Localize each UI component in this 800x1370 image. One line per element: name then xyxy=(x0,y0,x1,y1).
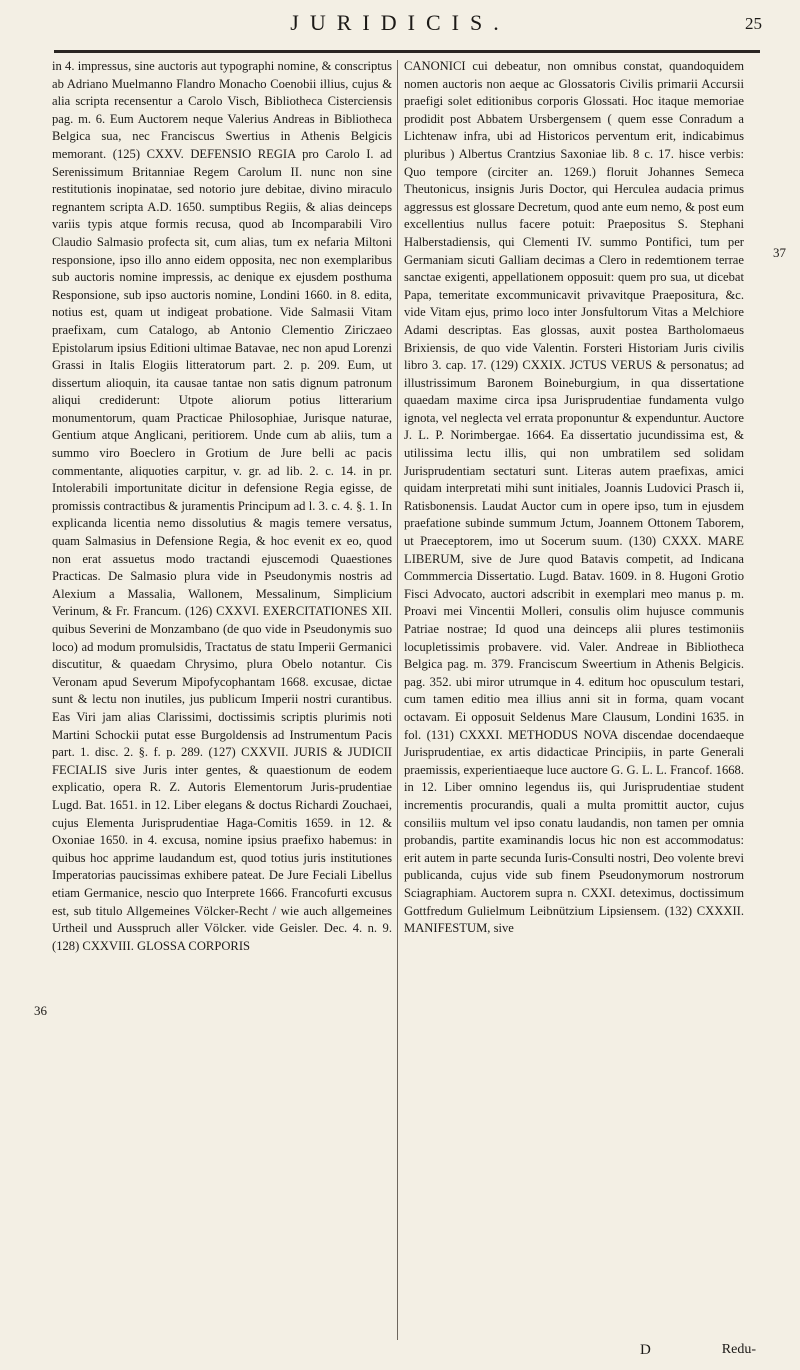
signature-mark: D xyxy=(640,1342,651,1358)
running-head: JURIDICIS. xyxy=(290,10,510,35)
margin-note-right: 37 xyxy=(773,245,786,260)
page-header xyxy=(0,0,800,58)
right-column xyxy=(404,58,744,1348)
catchword: Redu- xyxy=(721,1342,756,1357)
left-column xyxy=(52,58,392,1348)
margin-note-left: 36 xyxy=(34,1003,47,1018)
column-divider xyxy=(397,60,398,1340)
page-number: 25 xyxy=(745,14,762,33)
header-rule xyxy=(54,50,760,53)
right-column-text: CANONICI cui debeatur, non omnibus constat, quandoquidem nomen auctoris non aeque ac Glossatoris Civilis primarii Accursii praefigi solet editionibus corporis Glossati. Hoc itaque memoriae prodidit post Abbatem Ursbergensem ( quem esse Conradum a Lichtenaw infra, ubi ad Historicos perventum erit, indicabimus pluribus ) Albertus Crantzius Saxoniae lib. 8 c. 17. hisce verbis: Quo tempore (circiter an. 1269.) floruit Johannes Semeca Theutonicus, insignis Juris Doctor, qui Herculea audacia primus aggressus est glossare Decretum, quod ante eum nemo, & post eum excellentius nullus facere potuit: Praepositus S. Stephani Halberstadiensis, qui Clementi IV. summo Pontifici, tum per Germaniam sicuti Galliam decimas a Clero in redemtionem terrae sanctae exigenti, appellationem opposuit: quem pro sua, ut dicebat Papa, temeritate excommunicavit privavitque Praepositura, &c. vide Vitam ejus, primo loco inter Jonsfultorum Vitas a Melchiore Adami descriptas. Eas glossas, auxit postea Bartholomaeus Brixiensis, de quo vide Valentin. Forsteri Historiam Juris civilis libro 3. cap. 17. (129) CXXIX. JCTUS VERUS & personatus; ad illustrissimum Baronem Boineburgium, in qua dissertatione quaedam maxime circa ipsa Jurisprudentiae fundamenta vulgo ignota, vel neglecta vel errata proponuntur & expenduntur. Auctore J. L. P. Norimbergae. 1664. Ea dissertatio jucundissima est, & utilissima lectu illis, qui non umbratilem sed solidam Jurisprudentiam sectaturi sunt. Literas autem praefixas, amici quidam interpretati mihi sunt initiales, Joannis Ludovici Prasch ii, Ratisbonensis. Laudat Auctor cum in opere ipso, tum in ejusdem praefatione subinde summum Jctum, Joannem Ottonem Taborem, ut Praeceptorem, imo ut Socerum suum. (130) CXXX. MARE LIBERUM, sive de Jure quod Batavis competit, ad Indicana Commmercia Dissertatio. Lugd. Batav. 1609. in 8. Hugoni Grotio Fisci Advocato, auctori adscribit in exemplari meo manus p. m. Proavi mei Vincentii Molleri, consulis olim hujusce communis Patriae nostrae; Id quod una deinceps alii plures testimoniis locupletissimis probavere. vid. Valer. Andreae in Bibliotheca Belgica pag. m. 379. Franciscum Sweertium in Athenis Belgicis. pag. 352. ubi miror utrumque in 4. editum hoc opusculum testari, cum tamen editio mea illius anni sit in forma, quam vocant octavam. Ei opposuit Seldenus Mare Clausum, Londini 1635. in fol. (131) CXXXI. METHODUS NOVA discendae docendaeque Jurisprudentiae, ex artis didacticae Principiis, in parte Generali praemissis, experientiaeque luce auctore G. G. L. L. Francof. 1668. in 12. Liber omnino legendus iis, qui Jurisprudentiae student incrementis procurandis, quali a multa promittit auctor, cujus consiliis multum vel ipso conatu laudandis, non tamen per omnia probandis, partite examinandis locus hic non est accommodatus: erit autem in parte secunda Iuris-Consulti nostri, Deo volente brevi publicanda, cujus vide sub finem Pseudonymorum nostrorum Sciagraphiam. Auctorem supra n. CXXI. deteximus, doctissimum Gottfredum Gulielmum Leibnützium Lipsiensem. (132) CXXXII. MANIFESTUM, sive xyxy=(404,59,744,936)
left-column-text: in 4. impressus, sine auctoris aut typographi nomine, & conscriptus ab Adriano Muelmanno Flandro Monacho Coenobii illius, cujus & alia scripta recensentur a Carolo Visch, Bibliotheca Cisterciensis pag. m. 6. Eum Auctorem neque Valerius Andreas in Bibliotheca Belgica sua, nec Franciscus Swertius in Athenis Belgicis memorant. (125) CXXV. DEFENSIO REGIA pro Carolo I. ad Serenissimum Britanniae Regem Carolum II. nunc non sine restitutionis inopinatae, sed notorio jure debitae, divino miraculo regnantem scripta A.D. 1650. sumptibus Regiis, & alias deinceps variis typis atque formis recusa, quod ab Incomparabili Viro Claudio Salmasio profecta sit, cum alias, tum ex nefaria Miltoni responsione, ipso illo anno eidem opposita, nec non exemplaribus sub auctoris nomine impressis, ac denique ex ejusdem posthuma Responsione, sub ipso auctoris nomine, Londini 1660. in 8. edita, notius est, quam ut indigeat probatione. Vide Salmasii Vitam praefixam, cum Catalogo, ab Antonio Clementio Ziriczaeo Epistolarum ipsius Editioni ultimae Batavae, nec non apud Lorenzi Grassi in Italis Elogiis litteratorum part. 2. p. 209. Eum, ut dissertum alioquin, ita causae tantae non satis dignum patronum aliqui crediderunt: Utpote aliorum potius litterarium monumentorum, quam Practicae Philosophiae, Jurisque naturae, Gentium atque Anglicani, peritiorem. Unde cum ab aliis, tum a summo viro Boeclero in Grotium de Jure belli ac pacis commentante, aliquoties carpitur, v. gr. ad lib. 2. c. 14. in pr. Intolerabili importunitate dicitur in defensione Regia egisse, de promissis contractibus & juramentis Principum ad l. 3. c. 4. §. 1. In explicanda licentia nemo dissolutius & magis temere versatus, quam Salmasius in Defensione Regia, & hoc evenit ex eo, quod non erat assuetus modo tractandi ejuscemodi Quaestiones Practicas. De Salmasio plura vide in Pseudonymis nostris ad Alexium a Massalia, Wallonem, Messalinum, Simplicium Verinum, & Fr. Francum. (126) CXXVI. EXERCITATIONES XII. quibus Severini de Monzambano (de quo vide in Pseudonymis suo loco) ad modum promulsidis, Tractatus de statu Imperii Germanici discutitur, & quaedam Chrysimo, plura Obelo notantur. Cis Veronam apud Severum Mipofycophantam 1668. excusae, dictae sunt & lectu non inutiles, jus publicum Imperii nostri curantibus. Eas Viri jam alias Clarissimi, doctissimis scriptis plurimis noti Martini Schockii putat esse Burgoldensis ad Instrumentum Pacis part. 1. disc. 2. §. f. p. 289. (127) CXXVII. JURIS & JUDICII FECIALIS sive Juris inter gentes, & quaestionum de eodem explicatio, opera R. Z. Autoris Elementorum Juris-prudentiae Lugd. Bat. 1651. in 12. Liber elegans & doctus Richardi Zouchaei, cujus Elementa Jurisprudentiae Haga-Comitis 1659. in 12. & Oxoniae 1650. in 4. excusa, nomine ipsius praefixo habemus: in quibus hoc apprime laudandum est, quod totius juris institutiones Imperatorias paucissimas exhibere pateat. De Jure Feciali Libellus etiam Germanice, nescio quo Interprete 1666. Francofurti excusus est, sub titulo Allgemeines Völcker-Recht / wie auch allgemeines Urtheil und Ausspruch aller Völcker. vide Geisler. Dec. 4. n. 9. (128) CXXVIII. GLOSSA CORPORIS xyxy=(52,59,392,953)
